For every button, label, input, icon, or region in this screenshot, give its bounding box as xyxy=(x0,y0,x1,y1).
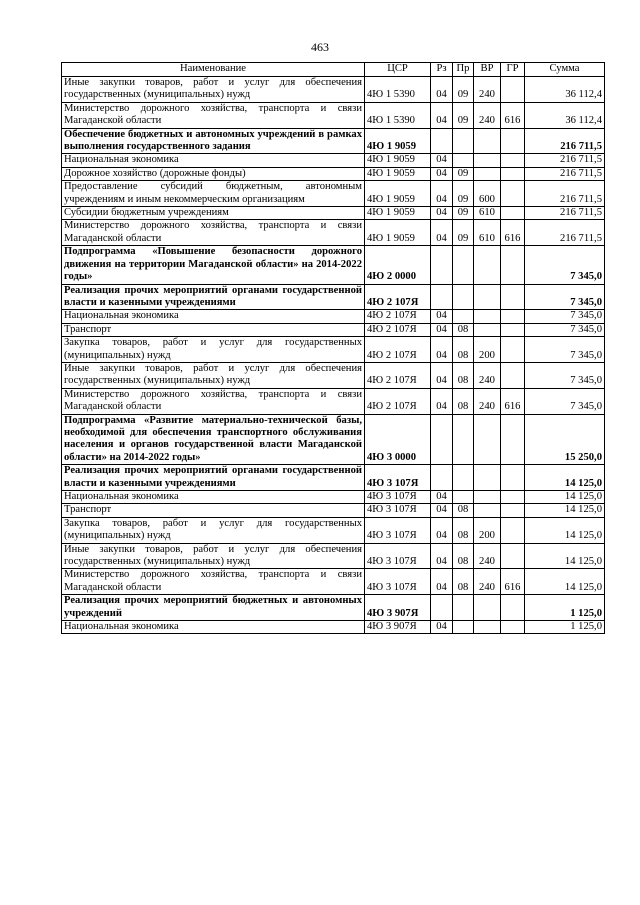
cell-csr: 4Ю 1 9059 xyxy=(365,154,431,167)
cell-csr: 4Ю 2 107Я xyxy=(365,284,431,310)
cell-csr: 4Ю 3 907Я xyxy=(365,621,431,634)
cell-gr xyxy=(501,543,525,569)
cell-csr: 4Ю 3 907Я xyxy=(365,595,431,621)
cell-name: Министерство дорожного хозяйства, транспорта и связи Магаданской области xyxy=(62,220,365,246)
cell-csr: 4Ю 3 0000 xyxy=(365,414,431,465)
cell-csr: 4Ю 1 5390 xyxy=(365,77,431,103)
cell-gr: 616 xyxy=(501,569,525,595)
cell-pr: 09 xyxy=(453,77,474,103)
cell-vr xyxy=(474,310,501,323)
cell-rz: 04 xyxy=(431,323,453,336)
cell-pr: 08 xyxy=(453,323,474,336)
cell-sum: 14 125,0 xyxy=(525,465,605,491)
cell-gr xyxy=(501,414,525,465)
cell-rz: 04 xyxy=(431,77,453,103)
cell-vr xyxy=(474,246,501,284)
cell-gr xyxy=(501,181,525,207)
cell-name: Министерство дорожного хозяйства, транспорта и связи Магаданской области xyxy=(62,569,365,595)
table-row xyxy=(62,310,605,323)
table-row xyxy=(62,77,605,103)
table-row xyxy=(62,284,605,310)
table-row xyxy=(62,388,605,414)
cell-pr: 08 xyxy=(453,504,474,517)
cell-rz: 04 xyxy=(431,491,453,504)
cell-rz: 04 xyxy=(431,154,453,167)
cell-rz: 04 xyxy=(431,543,453,569)
cell-rz: 04 xyxy=(431,167,453,180)
cell-csr: 4Ю 3 107Я xyxy=(365,543,431,569)
cell-rz: 04 xyxy=(431,310,453,323)
cell-vr: 610 xyxy=(474,220,501,246)
cell-vr: 610 xyxy=(474,207,501,220)
cell-csr: 4Ю 2 107Я xyxy=(365,310,431,323)
cell-csr: 4Ю 2 107Я xyxy=(365,337,431,363)
cell-rz: 04 xyxy=(431,220,453,246)
cell-pr: 09 xyxy=(453,181,474,207)
cell-sum: 14 125,0 xyxy=(525,491,605,504)
cell-name: Субсидии бюджетным учреждениям xyxy=(62,207,365,220)
cell-name: Реализация прочих мероприятий органами государственной власти и казенными учреждениями xyxy=(62,284,365,310)
page-number: 463 xyxy=(311,40,329,54)
table-row xyxy=(62,220,605,246)
cell-name: Предоставление субсидий бюджетным, автономным учреждениям и иным некоммерческим организациям xyxy=(62,181,365,207)
cell-pr: 09 xyxy=(453,220,474,246)
cell-name: Закупка товаров, работ и услуг для государственных (муниципальных) нужд xyxy=(62,337,365,363)
cell-vr: 600 xyxy=(474,181,501,207)
cell-rz xyxy=(431,128,453,154)
cell-rz: 04 xyxy=(431,102,453,128)
cell-name: Национальная экономика xyxy=(62,154,365,167)
cell-pr xyxy=(453,284,474,310)
cell-pr xyxy=(453,414,474,465)
header-gr: ГР xyxy=(501,63,525,77)
cell-gr: 616 xyxy=(501,102,525,128)
cell-sum: 36 112,4 xyxy=(525,77,605,103)
cell-csr: 4Ю 1 9059 xyxy=(365,220,431,246)
cell-gr xyxy=(501,128,525,154)
cell-csr: 4Ю 3 107Я xyxy=(365,465,431,491)
header-sum: Сумма xyxy=(525,63,605,77)
header-csr: ЦСР xyxy=(365,63,431,77)
cell-pr xyxy=(453,465,474,491)
cell-rz: 04 xyxy=(431,337,453,363)
cell-rz: 04 xyxy=(431,569,453,595)
cell-sum: 7 345,0 xyxy=(525,337,605,363)
cell-pr: 08 xyxy=(453,388,474,414)
cell-pr xyxy=(453,310,474,323)
cell-vr: 240 xyxy=(474,102,501,128)
cell-vr xyxy=(474,323,501,336)
cell-name: Министерство дорожного хозяйства, транспорта и связи Магаданской области xyxy=(62,102,365,128)
cell-vr xyxy=(474,491,501,504)
cell-gr xyxy=(501,465,525,491)
cell-vr xyxy=(474,621,501,634)
table-row xyxy=(62,621,605,634)
cell-gr xyxy=(501,246,525,284)
cell-csr: 4Ю 1 9059 xyxy=(365,128,431,154)
cell-name: Подпрограмма «Повышение безопасности дорожного движения на территории Магаданской области» на 2014-2022 годы» xyxy=(62,246,365,284)
header-pr: Пр xyxy=(453,63,474,77)
table-row xyxy=(62,246,605,284)
cell-csr: 4Ю 3 107Я xyxy=(365,569,431,595)
cell-csr: 4Ю 1 5390 xyxy=(365,102,431,128)
cell-gr xyxy=(501,154,525,167)
cell-csr: 4Ю 3 107Я xyxy=(365,504,431,517)
table-row xyxy=(62,414,605,465)
cell-vr xyxy=(474,154,501,167)
table-row xyxy=(62,569,605,595)
cell-pr: 08 xyxy=(453,543,474,569)
cell-pr: 09 xyxy=(453,102,474,128)
cell-vr: 240 xyxy=(474,543,501,569)
cell-vr: 240 xyxy=(474,569,501,595)
cell-pr xyxy=(453,491,474,504)
cell-sum: 7 345,0 xyxy=(525,362,605,388)
cell-csr: 4Ю 2 107Я xyxy=(365,362,431,388)
cell-name: Иные закупки товаров, работ и услуг для обеспечения государственных (муниципальных) нужд xyxy=(62,543,365,569)
cell-rz: 04 xyxy=(431,207,453,220)
cell-name: Национальная экономика xyxy=(62,621,365,634)
cell-vr xyxy=(474,595,501,621)
cell-vr xyxy=(474,465,501,491)
table-row xyxy=(62,181,605,207)
cell-sum: 216 711,5 xyxy=(525,154,605,167)
cell-pr xyxy=(453,128,474,154)
cell-gr xyxy=(501,504,525,517)
cell-gr: 616 xyxy=(501,388,525,414)
cell-rz xyxy=(431,414,453,465)
cell-sum: 1 125,0 xyxy=(525,595,605,621)
table-row xyxy=(62,128,605,154)
cell-rz xyxy=(431,284,453,310)
cell-gr xyxy=(501,310,525,323)
cell-sum: 7 345,0 xyxy=(525,246,605,284)
cell-sum: 216 711,5 xyxy=(525,220,605,246)
cell-vr: 240 xyxy=(474,388,501,414)
table-row xyxy=(62,504,605,517)
cell-name: Министерство дорожного хозяйства, транспорта и связи Магаданской области xyxy=(62,388,365,414)
cell-gr xyxy=(501,77,525,103)
cell-pr xyxy=(453,621,474,634)
table-body xyxy=(62,77,605,634)
cell-vr: 200 xyxy=(474,337,501,363)
cell-sum: 14 125,0 xyxy=(525,517,605,543)
cell-sum: 216 711,5 xyxy=(525,181,605,207)
header-rz: Рз xyxy=(431,63,453,77)
table-row xyxy=(62,167,605,180)
cell-pr: 08 xyxy=(453,337,474,363)
cell-pr xyxy=(453,246,474,284)
cell-sum: 1 125,0 xyxy=(525,621,605,634)
cell-vr: 200 xyxy=(474,517,501,543)
cell-gr xyxy=(501,362,525,388)
table-row xyxy=(62,362,605,388)
cell-sum: 14 125,0 xyxy=(525,569,605,595)
cell-csr: 4Ю 3 107Я xyxy=(365,517,431,543)
cell-gr xyxy=(501,491,525,504)
cell-vr xyxy=(474,167,501,180)
cell-csr: 4Ю 1 9059 xyxy=(365,167,431,180)
cell-sum: 216 711,5 xyxy=(525,167,605,180)
cell-rz xyxy=(431,465,453,491)
cell-sum: 15 250,0 xyxy=(525,414,605,465)
cell-sum: 7 345,0 xyxy=(525,323,605,336)
cell-gr: 616 xyxy=(501,220,525,246)
cell-pr: 09 xyxy=(453,207,474,220)
cell-vr xyxy=(474,504,501,517)
cell-sum: 7 345,0 xyxy=(525,310,605,323)
cell-gr xyxy=(501,167,525,180)
table-row xyxy=(62,337,605,363)
cell-name: Обеспечение бюджетных и автономных учреждений в рамках выполнения государственного задания xyxy=(62,128,365,154)
cell-csr: 4Ю 2 107Я xyxy=(365,388,431,414)
cell-gr xyxy=(501,595,525,621)
table-row xyxy=(62,491,605,504)
cell-vr xyxy=(474,414,501,465)
cell-name: Закупка товаров, работ и услуг для государственных (муниципальных) нужд xyxy=(62,517,365,543)
cell-name: Иные закупки товаров, работ и услуг для обеспечения государственных (муниципальных) нужд xyxy=(62,362,365,388)
cell-name: Транспорт xyxy=(62,323,365,336)
cell-rz: 04 xyxy=(431,621,453,634)
cell-pr xyxy=(453,595,474,621)
cell-pr: 09 xyxy=(453,167,474,180)
cell-pr: 08 xyxy=(453,517,474,543)
cell-rz: 04 xyxy=(431,362,453,388)
table-row xyxy=(62,207,605,220)
table-row xyxy=(62,154,605,167)
cell-sum: 216 711,5 xyxy=(525,207,605,220)
cell-pr: 08 xyxy=(453,362,474,388)
cell-pr xyxy=(453,154,474,167)
cell-gr xyxy=(501,621,525,634)
cell-name: Реализация прочих мероприятий органами государственной власти и казенными учреждениями xyxy=(62,465,365,491)
cell-sum: 7 345,0 xyxy=(525,388,605,414)
cell-name: Подпрограмма «Развитие материально-технической базы, необходимой для обеспечения транспортного обслуживания населения и органов государственной власти Магаданской области» на 2014-2022 годы» xyxy=(62,414,365,465)
budget-table xyxy=(61,62,605,634)
table-row xyxy=(62,543,605,569)
cell-csr: 4Ю 3 107Я xyxy=(365,491,431,504)
cell-rz xyxy=(431,595,453,621)
cell-gr xyxy=(501,337,525,363)
cell-csr: 4Ю 2 0000 xyxy=(365,246,431,284)
table-row xyxy=(62,102,605,128)
cell-vr: 240 xyxy=(474,77,501,103)
cell-gr xyxy=(501,284,525,310)
cell-rz: 04 xyxy=(431,504,453,517)
table-header-row xyxy=(62,63,605,77)
cell-gr xyxy=(501,517,525,543)
cell-rz: 04 xyxy=(431,517,453,543)
cell-sum: 14 125,0 xyxy=(525,543,605,569)
cell-csr: 4Ю 1 9059 xyxy=(365,207,431,220)
header-vr: ВР xyxy=(474,63,501,77)
cell-gr xyxy=(501,323,525,336)
cell-name: Национальная экономика xyxy=(62,491,365,504)
cell-name: Транспорт xyxy=(62,504,365,517)
header-name: Наименование xyxy=(62,63,365,77)
cell-sum: 7 345,0 xyxy=(525,284,605,310)
table-row xyxy=(62,323,605,336)
cell-name: Национальная экономика xyxy=(62,310,365,323)
table-row xyxy=(62,517,605,543)
cell-pr: 08 xyxy=(453,569,474,595)
cell-name: Дорожное хозяйство (дорожные фонды) xyxy=(62,167,365,180)
cell-rz xyxy=(431,246,453,284)
table-row xyxy=(62,595,605,621)
cell-sum: 36 112,4 xyxy=(525,102,605,128)
cell-vr: 240 xyxy=(474,362,501,388)
cell-vr xyxy=(474,128,501,154)
cell-rz: 04 xyxy=(431,388,453,414)
cell-rz: 04 xyxy=(431,181,453,207)
cell-csr: 4Ю 2 107Я xyxy=(365,323,431,336)
cell-name: Иные закупки товаров, работ и услуг для обеспечения государственных (муниципальных) нужд xyxy=(62,77,365,103)
table-row xyxy=(62,465,605,491)
cell-name: Реализация прочих мероприятий бюджетных и автономных учреждений xyxy=(62,595,365,621)
cell-sum: 216 711,5 xyxy=(525,128,605,154)
cell-sum: 14 125,0 xyxy=(525,504,605,517)
cell-csr: 4Ю 1 9059 xyxy=(365,181,431,207)
cell-vr xyxy=(474,284,501,310)
cell-gr xyxy=(501,207,525,220)
